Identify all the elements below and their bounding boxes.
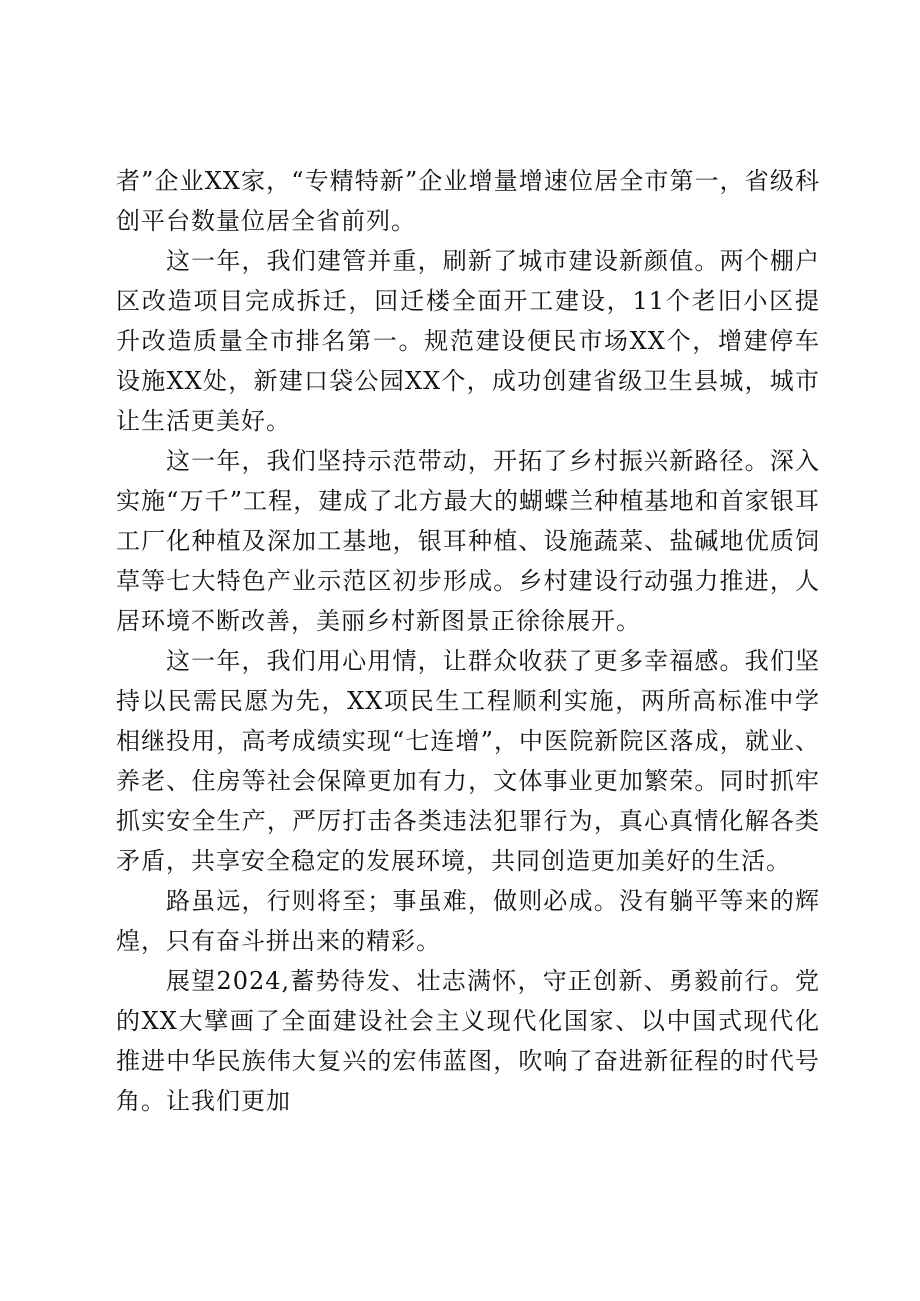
document-body — [116, 161, 820, 1121]
paragraph-continuation: 者”企业XX家，“专精特新”企业增量增速位居全市第一，省级科创平台数量位居全省前列。 — [116, 167, 820, 235]
paragraph-outlook-2024: 展望2024,蓄势待发、壮志满怀，守正创新、勇毅前行。党的XX大擘画了全面建设社会主义现代化国家、以中国式现代化推进中华民族伟大复兴的宏伟蓝图，吹响了奋进新征程的时代号角。让我们更加 — [116, 967, 820, 1115]
paragraph-motto: 路虽远，行则将至；事虽难，做则必成。没有躺平等来的辉煌，只有奋斗拼出来的精彩。 — [116, 887, 820, 955]
paragraph-livelihood: 这一年，我们用心用情，让群众收获了更多幸福感。我们坚持以民需民愿为先，XX项民生工程顺利实施，两所高标准中学相继投用，高考成绩实现“七连增”，中医院新院区落成，就业、养老、住房等社会保障更加有力，文体事业更加繁荣。同时抓牢抓实安全生产，严厉打击各类违法犯罪行为，真心真情化解各类矛盾，共享安全稳定的发展环境，共同创造更加美好的生活。 — [116, 647, 820, 875]
paragraph-urban-construction: 这一年，我们建管并重，刷新了城市建设新颜值。两个棚户区改造项目完成拆迁，回迁楼全面开工建设，11个老旧小区提升改造质量全市排名第一。规范建设便民市场XX个，增建停车设施XX处，新建口袋公园XX个，成功创建省级卫生县城，城市让生活更美好。 — [116, 247, 820, 435]
paragraph-rural-revitalization: 这一年，我们坚持示范带动，开拓了乡村振兴新路径。深入实施“万千”工程，建成了北方最大的蝴蝶兰种植基地和首家银耳工厂化种植及深加工基地，银耳种植、设施蔬菜、盐碱地优质饲草等七大特色产业示范区初步形成。乡村建设行动强力推进，人居环境不断改善，美丽乡村新图景正徐徐展开。 — [116, 447, 820, 635]
